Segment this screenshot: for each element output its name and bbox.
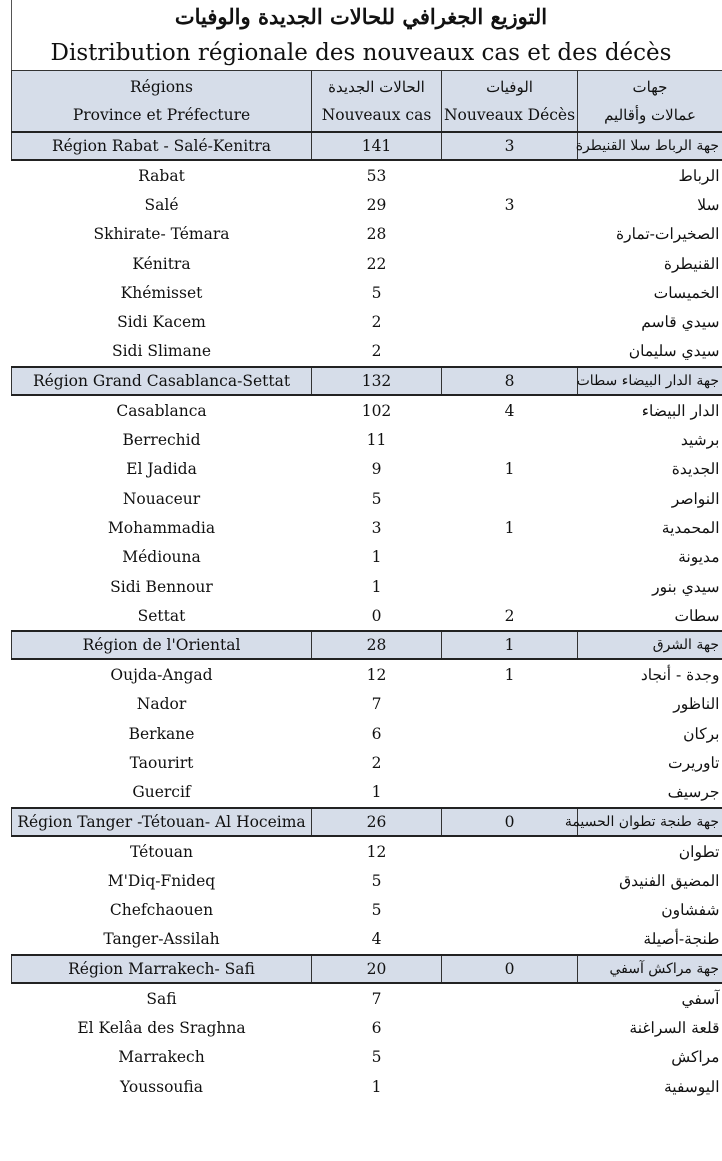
name-ar-cell: النواصر bbox=[671, 489, 720, 508]
deaths-cell bbox=[442, 896, 578, 925]
deaths-cell bbox=[442, 925, 578, 955]
new-cases-cell: 12 bbox=[366, 666, 387, 685]
new-cases-cell: 5 bbox=[371, 1048, 382, 1067]
title-french: Distribution régionale des nouveaux cas et des décès bbox=[50, 40, 672, 66]
table-row bbox=[12, 455, 722, 484]
new-cases-cell: 6 bbox=[371, 724, 382, 743]
name-fr-cell: Safi bbox=[146, 989, 177, 1008]
new-cases-cell: 1 bbox=[371, 1077, 382, 1096]
name-fr-cell: Sidi Slimane bbox=[111, 342, 211, 361]
name-fr-cell: Région de l'Oriental bbox=[12, 631, 312, 659]
name-ar-cell: الجديدة bbox=[671, 460, 720, 479]
table-row bbox=[12, 866, 722, 895]
new-cases-cell: 9 bbox=[371, 460, 382, 479]
new-cases-cell: 28 bbox=[312, 631, 442, 659]
deaths-cell bbox=[442, 278, 578, 307]
new-cases-cell: 12 bbox=[366, 842, 387, 861]
name-ar-cell: المضيق الفنيدق bbox=[619, 871, 720, 890]
table-row bbox=[12, 1013, 722, 1042]
name-ar-cell: جهة طنجة تطوان الحسيمة bbox=[578, 808, 722, 836]
new-cases-cell: 5 bbox=[371, 489, 382, 508]
name-fr-cell: Taourirt bbox=[129, 753, 194, 772]
deaths-cell bbox=[442, 572, 578, 601]
deaths-cell: 3 bbox=[504, 195, 515, 214]
table-row bbox=[12, 160, 722, 190]
table-row bbox=[12, 896, 722, 925]
name-ar-cell: سيدي سليمان bbox=[628, 342, 720, 361]
deaths-cell: 0 bbox=[442, 808, 578, 836]
name-fr-cell: Salé bbox=[144, 195, 179, 214]
name-fr-cell: Marrakech bbox=[118, 1048, 205, 1067]
new-cases-cell: 2 bbox=[371, 313, 382, 332]
name-ar-cell: وجدة - أنجاد bbox=[640, 666, 720, 685]
table-row bbox=[12, 190, 722, 219]
name-fr-cell: Berkane bbox=[128, 724, 195, 743]
new-cases-cell: 102 bbox=[361, 401, 392, 420]
name-fr-cell: Médiouna bbox=[122, 548, 201, 567]
name-fr-cell: Berrechid bbox=[122, 431, 201, 450]
name-ar-cell: اليوسفية bbox=[663, 1077, 720, 1096]
name-ar-cell: تطوان bbox=[678, 842, 720, 861]
deaths-cell bbox=[442, 1072, 578, 1101]
new-cases-cell: 7 bbox=[371, 989, 382, 1008]
table-header-row bbox=[12, 71, 722, 133]
header-deaths-ar: الوفيات bbox=[486, 78, 533, 96]
table-row bbox=[12, 925, 722, 955]
name-ar-cell: سلا bbox=[697, 195, 720, 214]
deaths-cell bbox=[442, 543, 578, 572]
new-cases-cell: 5 bbox=[371, 871, 382, 890]
new-cases-cell: 132 bbox=[312, 367, 442, 395]
name-fr-cell: Tétouan bbox=[129, 842, 194, 861]
name-ar-cell: طنجة-أصيلة bbox=[643, 930, 720, 949]
name-ar-cell: الناظور bbox=[673, 695, 720, 714]
new-cases-cell: 0 bbox=[371, 606, 382, 625]
name-ar-cell: الدار البيضاء bbox=[641, 401, 720, 420]
table-row bbox=[12, 690, 722, 719]
name-fr-cell: Région Rabat - Salé-Kenitra bbox=[12, 132, 312, 160]
table-row bbox=[12, 1043, 722, 1072]
name-ar-cell: آسفي bbox=[681, 989, 720, 1008]
name-ar-cell: جهة الرباط سلا القنيطرة bbox=[578, 132, 722, 160]
table-row bbox=[12, 484, 722, 513]
deaths-cell bbox=[442, 983, 578, 1013]
name-fr-cell: El Kelâa des Sraghna bbox=[77, 1019, 246, 1038]
header-deaths-fr: Nouveaux Décès bbox=[443, 106, 576, 124]
name-ar-cell: المحمدية bbox=[661, 518, 720, 537]
title-arabic: التوزيع الجغرافي للحالات الجديدة والوفيات bbox=[174, 4, 548, 29]
deaths-cell: 0 bbox=[442, 955, 578, 983]
table-row bbox=[12, 543, 722, 572]
table-row bbox=[12, 278, 722, 307]
table-row bbox=[12, 601, 722, 631]
name-ar-cell: الخميسات bbox=[653, 283, 720, 302]
header-regions bbox=[12, 71, 312, 133]
name-ar-cell: برشيد bbox=[680, 431, 720, 450]
new-cases-cell: 5 bbox=[371, 901, 382, 920]
table-row bbox=[12, 1072, 722, 1101]
name-ar-cell: جهة مراكش آسفي bbox=[578, 955, 722, 983]
table-row bbox=[12, 513, 722, 542]
name-fr-cell: Sidi Kacem bbox=[117, 313, 206, 332]
new-cases-cell: 11 bbox=[366, 431, 387, 450]
table-row bbox=[12, 659, 722, 689]
new-cases-cell: 7 bbox=[371, 695, 382, 714]
deaths-cell: 8 bbox=[442, 367, 578, 395]
name-ar-cell: القنيطرة bbox=[663, 254, 720, 273]
name-fr-cell: Région Grand Casablanca-Settat bbox=[12, 367, 312, 395]
deaths-cell bbox=[442, 748, 578, 777]
table-row bbox=[12, 572, 722, 601]
name-ar-cell: سيدي قاسم bbox=[641, 313, 720, 332]
name-ar-cell: جهة الشرق bbox=[578, 631, 722, 659]
table-row bbox=[12, 983, 722, 1013]
deaths-cell bbox=[442, 1013, 578, 1042]
new-cases-cell: 53 bbox=[366, 166, 387, 185]
deaths-cell bbox=[442, 425, 578, 454]
header-regions-ar bbox=[578, 71, 722, 133]
deaths-cell: 1 bbox=[442, 631, 578, 659]
name-fr-cell: Chefchaouen bbox=[109, 901, 214, 920]
name-fr-cell: Région Marrakech- Safi bbox=[12, 955, 312, 983]
table-body bbox=[12, 132, 722, 1101]
deaths-cell: 1 bbox=[504, 666, 515, 685]
header-new-cases bbox=[312, 71, 442, 133]
deaths-cell: 1 bbox=[504, 460, 515, 479]
deaths-cell: 4 bbox=[504, 401, 515, 420]
name-ar-cell: سيدي بنور bbox=[652, 577, 720, 596]
regional-distribution-table bbox=[11, 70, 722, 1101]
new-cases-cell: 1 bbox=[371, 783, 382, 802]
table-row bbox=[12, 719, 722, 748]
header-regions-ar-line1: جهات bbox=[632, 78, 668, 96]
table-row bbox=[12, 425, 722, 454]
table-row bbox=[12, 337, 722, 367]
deaths-cell bbox=[442, 1043, 578, 1072]
name-ar-cell: الصخيرات-تمارة bbox=[616, 225, 720, 244]
table-row bbox=[12, 220, 722, 249]
new-cases-cell: 5 bbox=[371, 283, 382, 302]
name-fr-cell: Tanger-Assilah bbox=[103, 930, 220, 949]
new-cases-cell: 1 bbox=[371, 548, 382, 567]
name-ar-cell: جهة الدار البيضاء سطات bbox=[578, 367, 722, 395]
region-row bbox=[12, 955, 722, 983]
name-ar-cell: بركان bbox=[683, 724, 720, 743]
name-fr-cell: Settat bbox=[137, 606, 186, 625]
new-cases-cell: 26 bbox=[312, 808, 442, 836]
new-cases-cell: 3 bbox=[371, 518, 382, 537]
name-fr-cell: El Jadida bbox=[126, 460, 197, 479]
deaths-cell bbox=[442, 337, 578, 367]
new-cases-cell: 6 bbox=[371, 1019, 382, 1038]
name-ar-cell: الرباط bbox=[678, 166, 720, 185]
name-fr-cell: Khémisset bbox=[120, 283, 203, 302]
name-fr-cell: Casablanca bbox=[116, 401, 207, 420]
name-fr-cell: Mohammadia bbox=[107, 518, 216, 537]
new-cases-cell: 20 bbox=[312, 955, 442, 983]
name-fr-cell: Rabat bbox=[138, 166, 185, 185]
deaths-cell: 3 bbox=[442, 132, 578, 160]
deaths-cell bbox=[442, 690, 578, 719]
name-fr-cell: Guercif bbox=[132, 783, 191, 802]
name-ar-cell: جرسيف bbox=[667, 783, 720, 802]
region-row bbox=[12, 808, 722, 836]
name-fr-cell: Kénitra bbox=[132, 254, 191, 273]
name-fr-cell: Nouaceur bbox=[122, 489, 201, 508]
deaths-cell bbox=[442, 307, 578, 336]
name-fr-cell: Nador bbox=[136, 695, 187, 714]
deaths-cell: 1 bbox=[504, 518, 515, 537]
header-new-cases-ar: الحالات الجديدة bbox=[328, 78, 425, 96]
table-row bbox=[12, 395, 722, 425]
header-regions-ar-line2: عمالات وأقاليم bbox=[604, 106, 696, 124]
table-row bbox=[12, 249, 722, 278]
new-cases-cell: 141 bbox=[312, 132, 442, 160]
name-ar-cell: سطات bbox=[674, 606, 720, 625]
name-fr-cell: Sidi Bennour bbox=[110, 577, 213, 596]
header-regions-line1: Régions bbox=[130, 78, 193, 96]
name-ar-cell: قلعة السراغنة bbox=[629, 1019, 720, 1038]
name-fr-cell: Skhirate- Témara bbox=[93, 225, 230, 244]
table-row bbox=[12, 778, 722, 808]
table-row bbox=[12, 307, 722, 336]
new-cases-cell: 28 bbox=[366, 225, 387, 244]
region-row bbox=[12, 631, 722, 659]
new-cases-cell: 4 bbox=[371, 930, 382, 949]
name-fr-cell: Région Tanger -Tétouan- Al Hoceima bbox=[12, 808, 312, 836]
table-row bbox=[12, 836, 722, 866]
table-row bbox=[12, 748, 722, 777]
name-ar-cell: تاوريرت bbox=[668, 753, 720, 772]
deaths-cell bbox=[442, 249, 578, 278]
new-cases-cell: 29 bbox=[366, 195, 387, 214]
deaths-cell bbox=[442, 220, 578, 249]
region-row bbox=[12, 367, 722, 395]
header-deaths bbox=[442, 71, 578, 133]
name-ar-cell: مديونة bbox=[678, 548, 720, 567]
name-ar-cell: مراكش bbox=[671, 1048, 720, 1067]
name-fr-cell: Oujda-Angad bbox=[110, 666, 213, 685]
header-new-cases-fr: Nouveaux cas bbox=[321, 106, 432, 124]
deaths-cell: 2 bbox=[504, 606, 515, 625]
deaths-cell bbox=[442, 484, 578, 513]
deaths-cell bbox=[442, 719, 578, 748]
header-regions-line2: Province et Préfecture bbox=[72, 106, 251, 124]
region-row bbox=[12, 132, 722, 160]
name-fr-cell: M'Diq-Fnideq bbox=[107, 871, 216, 890]
deaths-cell bbox=[442, 160, 578, 190]
new-cases-cell: 1 bbox=[371, 577, 382, 596]
deaths-cell bbox=[442, 836, 578, 866]
new-cases-cell: 2 bbox=[371, 342, 382, 361]
name-ar-cell: شفشاون bbox=[661, 901, 720, 920]
deaths-cell bbox=[442, 778, 578, 808]
name-fr-cell: Youssoufia bbox=[119, 1077, 203, 1096]
new-cases-cell: 2 bbox=[371, 753, 382, 772]
deaths-cell bbox=[442, 866, 578, 895]
new-cases-cell: 22 bbox=[366, 254, 387, 273]
